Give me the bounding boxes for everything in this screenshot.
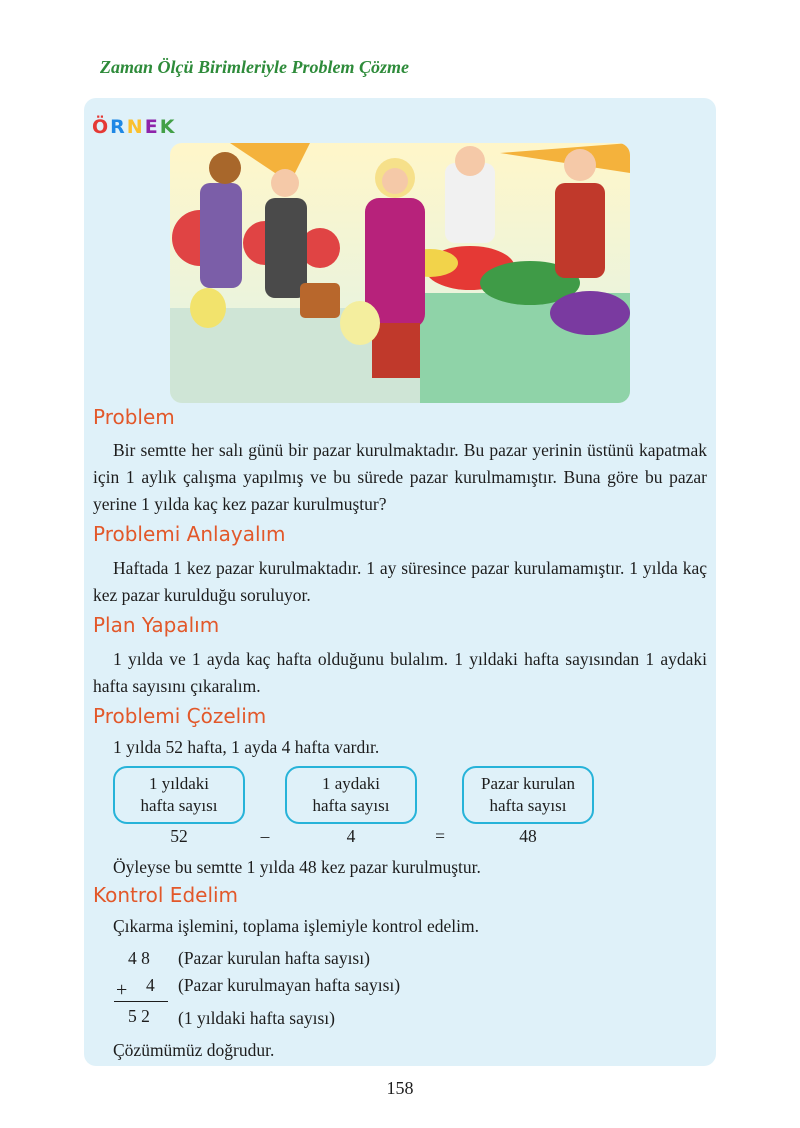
market-weeks-label-1: Pazar kurulan xyxy=(481,774,575,793)
example-label-letter: R xyxy=(110,116,127,138)
problem-text-body: Bir semtte her salı günü bir pazar kurulmaktadır. Bu pazar yerinin üstünü kapatmak için 1 aylık çalışma yapılmış ve bu sürede pazar kurulmamıştır. Buna göre bu pazar yerine 1 yılda kaç kez pazar kurulmuştur? xyxy=(93,440,707,514)
sum-value: 5 2 xyxy=(128,1006,150,1026)
solve-conclusion: Öyleyse bu semtte 1 yılda 48 kez pazar kurulmuştur. xyxy=(113,857,481,877)
solve-intro: 1 yılda 52 hafta, 1 ayda 4 hafta vardır. xyxy=(113,737,380,757)
month-weeks-label-1: 1 aydaki xyxy=(321,774,381,793)
addend-1: 4 8 xyxy=(128,948,150,968)
understand-text-body: Haftada 1 kez pazar kurulmaktadır. 1 ay süresince pazar kurulamamıştır. 1 yılda kaç kez pazar kurulduğu soruluyor. xyxy=(93,558,707,605)
example-label-letter: E xyxy=(144,116,160,138)
market-weeks-value: 48 xyxy=(519,826,537,846)
market-weeks-box xyxy=(462,766,594,824)
year-weeks-value: 52 xyxy=(170,826,188,846)
example-label-letter: N xyxy=(126,116,145,138)
page-number: 158 xyxy=(386,1078,414,1098)
chapter-title: Zaman Ölçü Birimleriyle Problem Çözme xyxy=(100,57,409,77)
check-heading: Kontrol Edelim xyxy=(93,883,239,907)
understand-heading: Problemi Anlayalım xyxy=(93,522,286,546)
sum-rule xyxy=(114,1001,168,1002)
year-weeks-box xyxy=(113,766,245,824)
example-label xyxy=(92,116,176,138)
addend-2-note: (Pazar kurulmayan hafta sayısı) xyxy=(178,975,401,995)
solve-heading: Problemi Çözelim xyxy=(93,704,267,728)
year-weeks-label-1: 1 yıldaki xyxy=(149,774,209,793)
understand-text xyxy=(93,555,707,609)
market-illustration xyxy=(170,143,630,403)
minus-sign: – xyxy=(260,826,270,846)
problem-text xyxy=(93,437,707,518)
market-weeks-label-2: hafta sayısı xyxy=(489,796,567,815)
check-closing: Çözümümüz doğrudur. xyxy=(113,1040,275,1060)
year-weeks-label-2: hafta sayısı xyxy=(140,796,218,815)
addend-1-note: (Pazar kurulan hafta sayısı) xyxy=(178,948,370,968)
plus-sign: + xyxy=(116,979,128,1001)
plan-heading: Plan Yapalım xyxy=(93,613,220,637)
example-label-letter: Ö xyxy=(92,116,111,138)
month-weeks-label-2: hafta sayısı xyxy=(312,796,390,815)
check-intro: Çıkarma işlemini, toplama işlemiyle kontrol edelim. xyxy=(113,916,479,936)
equals-sign: = xyxy=(435,826,445,846)
problem-heading: Problem xyxy=(93,405,175,429)
plan-text-body: 1 yılda ve 1 ayda kaç hafta olduğunu bulalım. 1 yıldaki hafta sayısından 1 aydaki hafta sayısını çıkaralım. xyxy=(93,649,707,696)
month-weeks-box xyxy=(285,766,417,824)
addend-2: 4 xyxy=(146,975,155,995)
month-weeks-value: 4 xyxy=(346,826,356,846)
example-label-letter: K xyxy=(159,116,177,138)
sum-note: (1 yıldaki hafta sayısı) xyxy=(178,1008,335,1028)
plan-text xyxy=(93,646,707,700)
